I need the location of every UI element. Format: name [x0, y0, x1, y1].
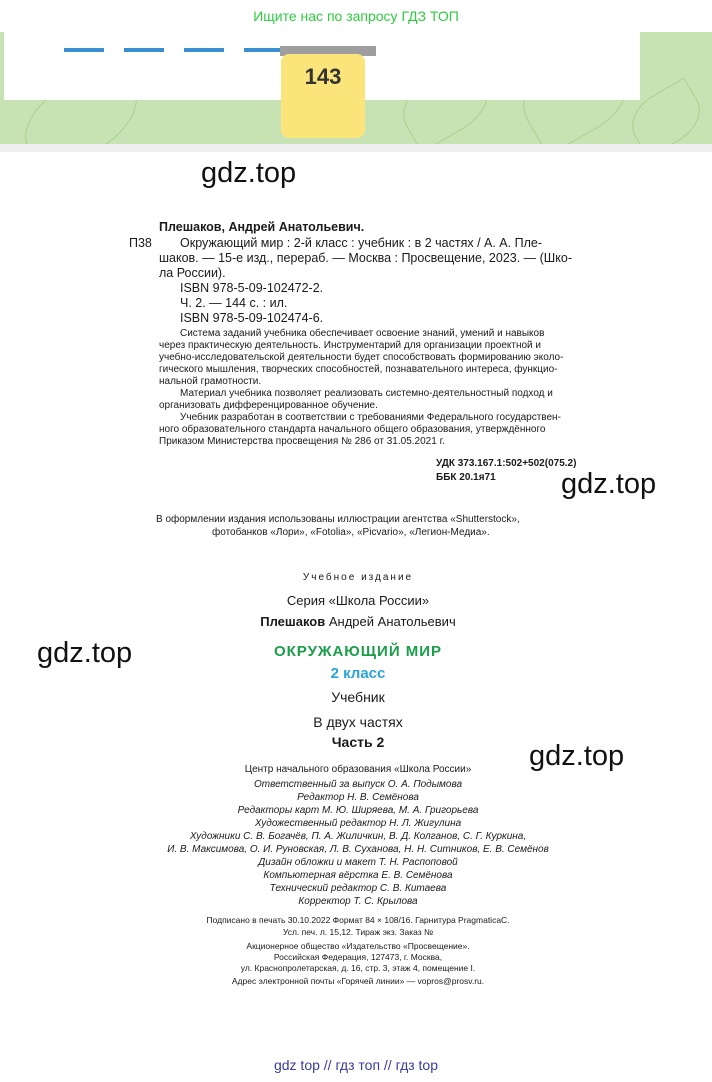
watermark: gdz.top [201, 157, 297, 189]
catalog-entry-line: ла России). [159, 266, 226, 280]
author-line [4, 614, 712, 629]
annotation-line: через практическую деятельность. Инструментарий для организации проектной и [159, 340, 541, 351]
imprint-line: Усл. печ. л. 15,12. Тираж экз. Заказ № [282, 927, 434, 937]
credits-note-line: фотобанков «Лори», «Fotolia», «Picvario», «Легион-Медиа». [212, 527, 490, 538]
author-surname: Плешаков [260, 614, 326, 629]
imprint-line: Российская Федерация, 127473, г. Москва, [273, 952, 443, 962]
author-name: Андрей Анатольевич [328, 614, 456, 629]
search-banner[interactable] [0, 0, 712, 32]
parts: В двух частях [313, 714, 403, 730]
annotation-line: гического мышления, творческих способностей, познавательного интереса, функцио- [159, 364, 558, 375]
annotation-line: ного образовательного стандарта начального общего образования, утверждённого [159, 424, 546, 435]
staff-line: Редакторы карт М. Ю. Ширяева, М. А. Григорьева [237, 805, 479, 816]
grade: 2 класс [330, 665, 386, 682]
staff-line: Корректор Т. С. Крылова [298, 896, 418, 907]
annotation-line: Система заданий учебника обеспечивает освоение знаний, умений и навыков [180, 328, 545, 339]
book-kind: Учебник [331, 689, 385, 705]
watermark: gdz.top [561, 468, 657, 500]
footer-text[interactable]: gdz top // гдз топ // гдз top [273, 1057, 439, 1073]
annotation-line: Приказом Министерства просвещения № 286 от 31.05.2021 г. [159, 436, 445, 447]
footer-links[interactable] [0, 1050, 712, 1082]
catalog-author-heading: Плешаков, Андрей Анатольевич. [159, 220, 365, 234]
staff-line: И. В. Максимова, О. И. Руновская, Л. В. Суханова, Н. Н. Ситников, Е. В. Семёнов [167, 844, 549, 855]
watermark: gdz.top [529, 740, 625, 772]
catalog-entry-line: шаков. — 15-е изд., перераб. — Москва : Просвещение, 2023. — (Шко- [159, 251, 572, 265]
annotation-line: Материал учебника позволяет реализовать системно-деятельностный подход и [180, 388, 553, 399]
page-number: 143 [304, 64, 342, 89]
catalog-entry-line: ISBN 978-5-09-102474-6. [180, 311, 324, 325]
bbk-code: ББК 20.1я71 [436, 472, 496, 483]
staff-line: Дизайн обложки и макет Т. Н. Распоповой [258, 857, 458, 868]
imprint-line: ул. Краснопролетарская, д. 16, стр. 3, этаж 4, помещение I. [240, 963, 476, 973]
udk-code: УДК 373.167.1:502+502(075.2) [436, 458, 577, 469]
staff-line: Технический редактор С. В. Китаева [269, 883, 447, 894]
page-gap [0, 144, 712, 152]
imprint-line: Акционерное общество «Издательство «Просвещение». [246, 941, 470, 951]
catalog-entry-line: Окружающий мир : 2-й класс : учебник : в 2 частях / А. А. Пле- [180, 236, 542, 250]
watermark: gdz.top [37, 637, 133, 669]
imprint-line: Адрес электронной почты «Горячей линии» — vopros@prosv.ru. [231, 976, 485, 986]
catalog-entry-line: ISBN 978-5-09-102472-2. [180, 281, 324, 295]
staff-line: Ответственный за выпуск О. А. Подымова [253, 779, 463, 790]
annotation-line: организовать дифференцированное обучение. [159, 400, 378, 411]
imprint-line: Подписано в печать 30.10.2022 Формат 84 × 108/16. Гарнитура PragmaticaC. [206, 915, 510, 925]
staff-line: Художественный редактор Н. Л. Жигулина [254, 818, 462, 829]
annotation-line: нальной грамотности. [159, 376, 262, 387]
catalog-index-code: П38 [129, 236, 152, 250]
annotation-line: Учебник разработан в соответствии с требованиями Федерального государствен- [180, 412, 561, 423]
staff-line: Компьютерная вёрстка Е. В. Семёнова [263, 870, 453, 881]
book-title: ОКРУЖАЮЩИЙ МИР [273, 643, 443, 660]
credits-note-line: В оформлении издания использованы иллюстрации агентства «Shutterstock», [156, 514, 520, 525]
edition-type: Учебное издание [302, 572, 414, 583]
page-number-badge [281, 54, 365, 138]
staff-line: Редактор Н. В. Семёнова [297, 792, 419, 803]
previous-page-bottom [0, 32, 712, 144]
staff-line: Центр начального образования «Школа России» [244, 764, 472, 775]
document-page [4, 152, 712, 1050]
search-banner-text: Ищите нас по запросу ГДЗ ТОП [253, 8, 459, 24]
part-number: Часть 2 [331, 734, 385, 750]
annotation-line: учебно-исследовательской деятельности будет способствовать формированию эколо- [159, 352, 564, 363]
catalog-entry-line: Ч. 2. — 144 с. : ил. [180, 296, 288, 310]
series: Серия «Школа России» [286, 593, 430, 608]
staff-line: Художники С. В. Богачёв, П. А. Жиличкин, В. Д. Колганов, С. Г. Куркина, [189, 831, 527, 842]
